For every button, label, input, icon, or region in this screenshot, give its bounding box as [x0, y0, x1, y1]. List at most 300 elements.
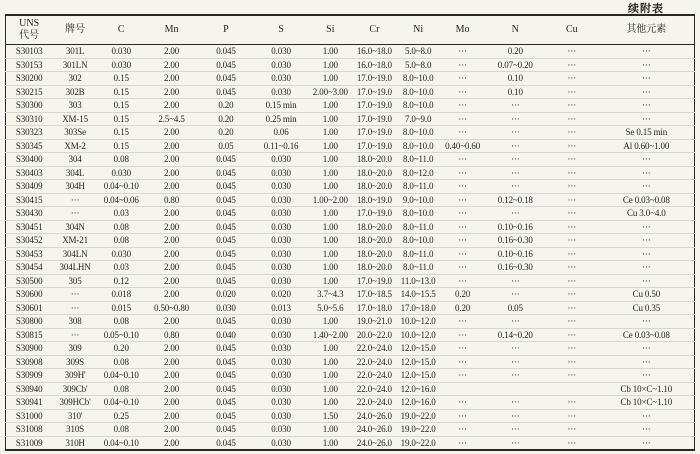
- cell-n: ···: [486, 315, 545, 329]
- column-header-s: S: [254, 15, 309, 45]
- cell-p: 0.045: [198, 85, 253, 99]
- cell-ni: 19.0~22.0: [397, 436, 440, 450]
- column-header-uns: UNS 代号: [6, 15, 53, 45]
- cell-cu: ···: [545, 355, 599, 369]
- cell-s: 0.030: [254, 58, 309, 72]
- cell-uns: S30500: [6, 274, 53, 288]
- cell-s: 0.030: [254, 369, 309, 383]
- cell-s: 0.030: [254, 207, 309, 221]
- cell-ni: 17.0~18.0: [397, 301, 440, 315]
- table-row: [6, 72, 695, 86]
- table-row: [6, 261, 695, 275]
- cell-cr: 24.0~26.0: [352, 409, 397, 423]
- cell-mo: ···: [440, 342, 486, 356]
- cell-ni: 12.0~16.0: [397, 382, 440, 396]
- cell-s: 0.030: [254, 396, 309, 410]
- cell-grade: 310S: [52, 423, 97, 437]
- cell-si: 1.00: [309, 261, 352, 275]
- cell-mn: 2.00: [145, 409, 199, 423]
- cell-ni: 10.0~12.0: [397, 328, 440, 342]
- cell-mn: 2.00: [145, 247, 199, 261]
- cell-cu: ···: [545, 247, 599, 261]
- cell-n: 0.16~0.30: [486, 261, 545, 275]
- cell-si: 1.00: [309, 342, 352, 356]
- cell-other: ···: [599, 153, 695, 167]
- cell-cr: 17.0~19.0: [352, 99, 397, 113]
- cell-other: ···: [599, 369, 695, 383]
- table-row: [6, 342, 695, 356]
- cell-p: 0.20: [198, 112, 253, 126]
- cell-p: 0.020: [198, 288, 253, 302]
- cell-mn: 2.00: [145, 342, 199, 356]
- cell-s: 0.030: [254, 166, 309, 180]
- cell-p: 0.045: [198, 436, 253, 450]
- table-row: [6, 396, 695, 410]
- cell-ni: 12.0~16.0: [397, 396, 440, 410]
- cell-si: 1.40~2.00: [309, 328, 352, 342]
- cell-s: 0.030: [254, 220, 309, 234]
- cell-mn: 2.00: [145, 234, 199, 248]
- cell-other: ···: [599, 247, 695, 261]
- cell-ni: 8.0~10.0: [397, 234, 440, 248]
- cell-other: ···: [599, 274, 695, 288]
- cell-cr: 22.0~24.0: [352, 355, 397, 369]
- cell-si: 1.00: [309, 274, 352, 288]
- cell-s: 0.030: [254, 315, 309, 329]
- cell-cu: ···: [545, 112, 599, 126]
- cell-mo: ···: [440, 396, 486, 410]
- cell-other: ···: [599, 85, 695, 99]
- cell-cr: 18.0~20.0: [352, 166, 397, 180]
- cell-cr: 17.0~18.5: [352, 288, 397, 302]
- cell-ni: 8.0~10.0: [397, 139, 440, 153]
- cell-grade: 309S: [52, 355, 97, 369]
- cell-uns: S30345: [6, 139, 53, 153]
- column-header-cu: Cu: [545, 15, 599, 45]
- cell-other: ···: [599, 99, 695, 113]
- cell-other: Ce 0.03~0.08: [599, 193, 695, 207]
- cell-p: 0.045: [198, 58, 253, 72]
- cell-uns: S30900: [6, 342, 53, 356]
- cell-grade: XM-15: [52, 112, 97, 126]
- cell-uns: S30815: [6, 328, 53, 342]
- cell-ni: 5.0~8.0: [404, 46, 432, 56]
- cell-mn: 2.00: [145, 315, 199, 329]
- cell-ni: 12.0~15.0: [397, 369, 440, 383]
- cell-grade: 301LN: [52, 58, 97, 72]
- cell-mn: 2.00: [145, 423, 199, 437]
- cell-n: [486, 382, 545, 396]
- cell-ni: 8.0~11.0: [397, 247, 440, 261]
- cell-other: ···: [599, 261, 695, 275]
- table-row: [6, 180, 695, 194]
- cell-cr: 17.0~19.0: [352, 85, 397, 99]
- cell-c: 0.08: [98, 153, 145, 167]
- cell-ni: 8.0~10.0: [397, 72, 440, 86]
- cell-ni: 8.0~11.0: [397, 180, 440, 194]
- cell-mo: ···: [440, 153, 486, 167]
- cell-c: 0.20: [98, 342, 145, 356]
- cell-si: 1.00: [309, 112, 352, 126]
- cell-n: ···: [486, 409, 545, 423]
- cell-n: ···: [486, 396, 545, 410]
- cell-c: 0.08: [98, 423, 145, 437]
- cell-p: 0.045: [198, 72, 253, 86]
- cell-si: 1.00: [309, 369, 352, 383]
- cell-si: 1.00: [309, 315, 352, 329]
- table-row: [6, 58, 695, 72]
- cell-cr: 17.0~19.0: [352, 126, 397, 140]
- cell-mn: 0.80: [145, 328, 199, 342]
- cell-n: 0.14~0.20: [486, 328, 545, 342]
- cell-uns: S30430: [6, 207, 53, 221]
- cell-cr: 17.0~19.0: [352, 207, 397, 221]
- cell-mn: 2.00: [145, 288, 199, 302]
- cell-s: 0.030: [271, 46, 291, 56]
- cell-c: 0.030: [111, 46, 131, 56]
- cell-mo: 0.20: [440, 301, 486, 315]
- cell-uns: S30941: [6, 396, 53, 410]
- cell-n: 0.12~0.18: [486, 193, 545, 207]
- cell-grade: 302: [52, 72, 97, 86]
- cell-uns: S30103: [15, 46, 43, 56]
- cell-uns: S30409: [6, 180, 53, 194]
- cell-cu: ···: [545, 99, 599, 113]
- cell-n: ···: [486, 207, 545, 221]
- cell-cu: ···: [545, 301, 599, 315]
- cell-cu: ···: [545, 193, 599, 207]
- cell-c: 0.15: [98, 126, 145, 140]
- cell-p: 0.045: [198, 369, 253, 383]
- cell-si: 1.00: [309, 139, 352, 153]
- cell-p: 0.045: [198, 261, 253, 275]
- cell-grade: 308: [52, 315, 97, 329]
- cell-si: 1.00: [309, 166, 352, 180]
- cell-grade: ···: [52, 328, 97, 342]
- cell-uns: S30452: [6, 234, 53, 248]
- cell-uns: S30400: [6, 153, 53, 167]
- cell-si: 1.00: [322, 46, 338, 56]
- cell-c: 0.15: [98, 112, 145, 126]
- cell-uns: S30310: [6, 112, 53, 126]
- cell-c: 0.04~0.10: [98, 369, 145, 383]
- cell-ni: 8.0~11.0: [397, 261, 440, 275]
- cell-si: 1.00: [309, 247, 352, 261]
- cell-cu: ···: [545, 274, 599, 288]
- continued-table-label: 续附表: [628, 3, 664, 15]
- cell-p: 0.030: [198, 301, 253, 315]
- cell-other: Cu 0.50: [599, 288, 695, 302]
- cell-p: 0.045: [198, 207, 253, 221]
- cell-mn: 2.00: [145, 207, 199, 221]
- cell-c: 0.015: [98, 301, 145, 315]
- cell-uns: S30200: [6, 72, 53, 86]
- cell-cr: 18.0~20.0: [352, 261, 397, 275]
- cell-uns: S31009: [6, 436, 53, 450]
- cell-cu: ···: [545, 234, 599, 248]
- cell-s: 0.030: [254, 153, 309, 167]
- cell-ni: 5.0~8.0: [397, 58, 440, 72]
- cell-mo: ···: [440, 315, 486, 329]
- cell-cr: 17.0~18.0: [352, 301, 397, 315]
- cell-c: 0.08: [98, 234, 145, 248]
- cell-c: 0.08: [98, 220, 145, 234]
- cell-cu: ···: [545, 315, 599, 329]
- cell-mo: ···: [440, 166, 486, 180]
- cell-cu: ···: [545, 85, 599, 99]
- cell-ni: 8.0~10.0: [397, 207, 440, 221]
- cell-n: 0.20: [507, 46, 523, 56]
- cell-grade: 304LN: [52, 247, 97, 261]
- table-row: [6, 153, 695, 167]
- cell-si: 1.00~2.00: [309, 193, 352, 207]
- cell-cu: ···: [545, 423, 599, 437]
- cell-other: ···: [599, 180, 695, 194]
- table-row: [6, 274, 695, 288]
- table-row: [6, 301, 695, 315]
- cell-c: 0.08: [98, 355, 145, 369]
- cell-p: 0.045: [198, 247, 253, 261]
- cell-uns: S30451: [6, 220, 53, 234]
- table-row: [6, 423, 695, 437]
- table-row: [6, 166, 695, 180]
- cell-cu: ···: [545, 288, 599, 302]
- cell-grade: ···: [52, 193, 97, 207]
- cell-p: 0.045: [198, 409, 253, 423]
- table-row: [6, 126, 695, 140]
- cell-mo: ···: [440, 193, 486, 207]
- cell-other: Cu 3.0~4.0: [599, 207, 695, 221]
- column-header-n: N: [486, 15, 545, 45]
- cell-uns: S30300: [6, 99, 53, 113]
- cell-mn: 2.00: [145, 274, 199, 288]
- cell-cu: [545, 382, 599, 396]
- table-row: [6, 234, 695, 248]
- cell-c: 0.15: [98, 99, 145, 113]
- cell-other: Ce 0.03~0.08: [599, 328, 695, 342]
- cell-grade: 309H': [52, 369, 97, 383]
- cell-mn: 0.80: [145, 193, 199, 207]
- cell-si: 1.50: [309, 409, 352, 423]
- cell-cu: ···: [545, 153, 599, 167]
- cell-mo: ···: [440, 274, 486, 288]
- cell-mo: ···: [440, 207, 486, 221]
- cell-mo: ···: [440, 369, 486, 383]
- cell-si: 1.00: [309, 180, 352, 194]
- column-header-p: P: [198, 15, 253, 45]
- cell-grade: 309: [52, 342, 97, 356]
- table-row: [6, 85, 695, 99]
- cell-p: 0.045: [198, 234, 253, 248]
- table-row: [6, 369, 695, 383]
- cell-mo: [440, 382, 486, 396]
- cell-s: 0.030: [254, 409, 309, 423]
- cell-s: 0.013: [254, 301, 309, 315]
- table-row: [6, 193, 695, 207]
- cell-grade: 304N: [52, 220, 97, 234]
- cell-mo: ···: [440, 58, 486, 72]
- cell-c: 0.04~0.10: [98, 180, 145, 194]
- cell-mn: 2.00: [145, 126, 199, 140]
- cell-mo: ···: [440, 423, 486, 437]
- cell-mo: ···: [440, 247, 486, 261]
- cell-grade: XM-21: [52, 234, 97, 248]
- table-row: [6, 382, 695, 396]
- cell-p: 0.045: [198, 423, 253, 437]
- cell-ni: 8.0~10.0: [397, 126, 440, 140]
- cell-cr: 22.0~24.0: [352, 342, 397, 356]
- cell-p: 0.045: [216, 46, 236, 56]
- cell-grade: 301L: [65, 46, 85, 56]
- cell-mn: 2.5~4.5: [145, 112, 199, 126]
- table-header-row: [6, 15, 695, 45]
- cell-n: ···: [486, 423, 545, 437]
- cell-other: ···: [599, 112, 695, 126]
- cell-c: 0.04~0.10: [98, 396, 145, 410]
- cell-mo: ···: [440, 180, 486, 194]
- cell-grade: 309HCb': [52, 396, 97, 410]
- cell-n: ···: [486, 274, 545, 288]
- cell-grade: ···: [52, 301, 97, 315]
- cell-uns: S30600: [6, 288, 53, 302]
- cell-grade: 302B: [52, 85, 97, 99]
- cell-other: ···: [642, 46, 651, 56]
- cell-other: ···: [599, 436, 695, 450]
- cell-mo: ···: [440, 112, 486, 126]
- cell-cr: 18.0~20.0: [352, 247, 397, 261]
- cell-n: 0.05: [486, 301, 545, 315]
- cell-p: 0.045: [198, 355, 253, 369]
- cell-mn: 2.00: [145, 369, 199, 383]
- cell-mo: ···: [440, 126, 486, 140]
- cell-grade: ···: [52, 288, 97, 302]
- cell-cr: 22.0~24.0: [352, 396, 397, 410]
- cell-n: 0.10: [486, 85, 545, 99]
- cell-cu: ···: [545, 58, 599, 72]
- cell-s: 0.030: [254, 261, 309, 275]
- cell-si: 1.00: [309, 382, 352, 396]
- cell-ni: 14.0~15.5: [397, 288, 440, 302]
- cell-si: 1.00: [309, 58, 352, 72]
- table-row: [6, 207, 695, 221]
- cell-uns: S30940: [6, 382, 53, 396]
- cell-other: ···: [599, 355, 695, 369]
- cell-mo: ···: [440, 328, 486, 342]
- cell-mn: 2.00: [145, 72, 199, 86]
- cell-other: Cu 0.35: [599, 301, 695, 315]
- cell-n: ···: [486, 288, 545, 302]
- cell-cr: 18.0~19.0: [352, 193, 397, 207]
- cell-cr: 18.0~20.0: [352, 180, 397, 194]
- cell-other: ···: [599, 220, 695, 234]
- cell-si: 1.00: [309, 126, 352, 140]
- cell-mo: ···: [440, 436, 486, 450]
- cell-mn: 2.00: [145, 99, 199, 113]
- cell-c: 0.04~0.06: [98, 193, 145, 207]
- cell-mn: 2.00: [145, 166, 199, 180]
- cell-s: 0.030: [254, 85, 309, 99]
- cell-p: 0.040: [198, 328, 253, 342]
- cell-mo: 0.40~0.60: [440, 139, 486, 153]
- cell-s: 0.030: [254, 274, 309, 288]
- cell-s: 0.030: [254, 328, 309, 342]
- cell-grade: 305: [52, 274, 97, 288]
- cell-n: ···: [486, 166, 545, 180]
- cell-c: 0.08: [98, 315, 145, 329]
- cell-s: 0.06: [254, 126, 309, 140]
- table-row: [6, 247, 695, 261]
- cell-cr: 20.0~22.0: [352, 328, 397, 342]
- cell-cr: 22.0~24.0: [352, 382, 397, 396]
- column-header-c: C: [98, 15, 145, 45]
- cell-mo: ···: [440, 261, 486, 275]
- cell-mn: 0.50~0.80: [145, 301, 199, 315]
- table-row: [6, 288, 695, 302]
- cell-mn: 2.00: [145, 153, 199, 167]
- table-row: [6, 99, 695, 113]
- cell-other: ···: [599, 342, 695, 356]
- cell-si: 2.00~3.00: [309, 85, 352, 99]
- cell-uns: S30403: [6, 166, 53, 180]
- cell-cu: ···: [545, 72, 599, 86]
- cell-mn: 2.00: [145, 382, 199, 396]
- table-row: [6, 328, 695, 342]
- cell-cu: ···: [545, 139, 599, 153]
- cell-cu: ···: [545, 207, 599, 221]
- cell-uns: S30153: [6, 58, 53, 72]
- cell-c: 0.25: [98, 409, 145, 423]
- cell-mn: 2.00: [145, 396, 199, 410]
- cell-ni: 11.0~13.0: [397, 274, 440, 288]
- cell-grade: 310': [52, 409, 97, 423]
- cell-mo: 0.20: [440, 288, 486, 302]
- table-body: [6, 45, 695, 451]
- cell-n: 0.16~0.30: [486, 234, 545, 248]
- table-row: [6, 45, 695, 59]
- cell-s: 0.030: [254, 436, 309, 450]
- cell-p: 0.045: [198, 166, 253, 180]
- cell-cr: 17.0~19.0: [352, 72, 397, 86]
- cell-si: 3.7~4.3: [309, 288, 352, 302]
- cell-si: 5.0~5.6: [309, 301, 352, 315]
- cell-c: 0.030: [98, 166, 145, 180]
- cell-p: 0.045: [198, 396, 253, 410]
- cell-n: ···: [486, 139, 545, 153]
- cell-c: 0.018: [98, 288, 145, 302]
- cell-c: 0.03: [98, 207, 145, 221]
- cell-s: 0.030: [254, 234, 309, 248]
- cell-n: ···: [486, 99, 545, 113]
- cell-cu: ···: [545, 180, 599, 194]
- cell-c: 0.04~0.10: [98, 436, 145, 450]
- cell-other: Al 0.60~1.00: [599, 139, 695, 153]
- cell-p: 0.045: [198, 342, 253, 356]
- cell-p: 0.045: [198, 382, 253, 396]
- cell-grade: XM-2: [52, 139, 97, 153]
- cell-ni: 19.0~22.0: [397, 423, 440, 437]
- cell-other: Se 0.15 min: [599, 126, 695, 140]
- cell-mo: ···: [458, 46, 467, 56]
- cell-cr: 22.0~24.0: [352, 369, 397, 383]
- cell-p: 0.045: [198, 274, 253, 288]
- cell-n: ···: [486, 126, 545, 140]
- cell-c: 0.12: [98, 274, 145, 288]
- cell-mn: 2.00: [145, 139, 199, 153]
- cell-other: Cb 10×C~1.10: [599, 396, 695, 410]
- cell-si: 1.00: [309, 423, 352, 437]
- cell-n: ···: [486, 112, 545, 126]
- cell-cu: ···: [545, 126, 599, 140]
